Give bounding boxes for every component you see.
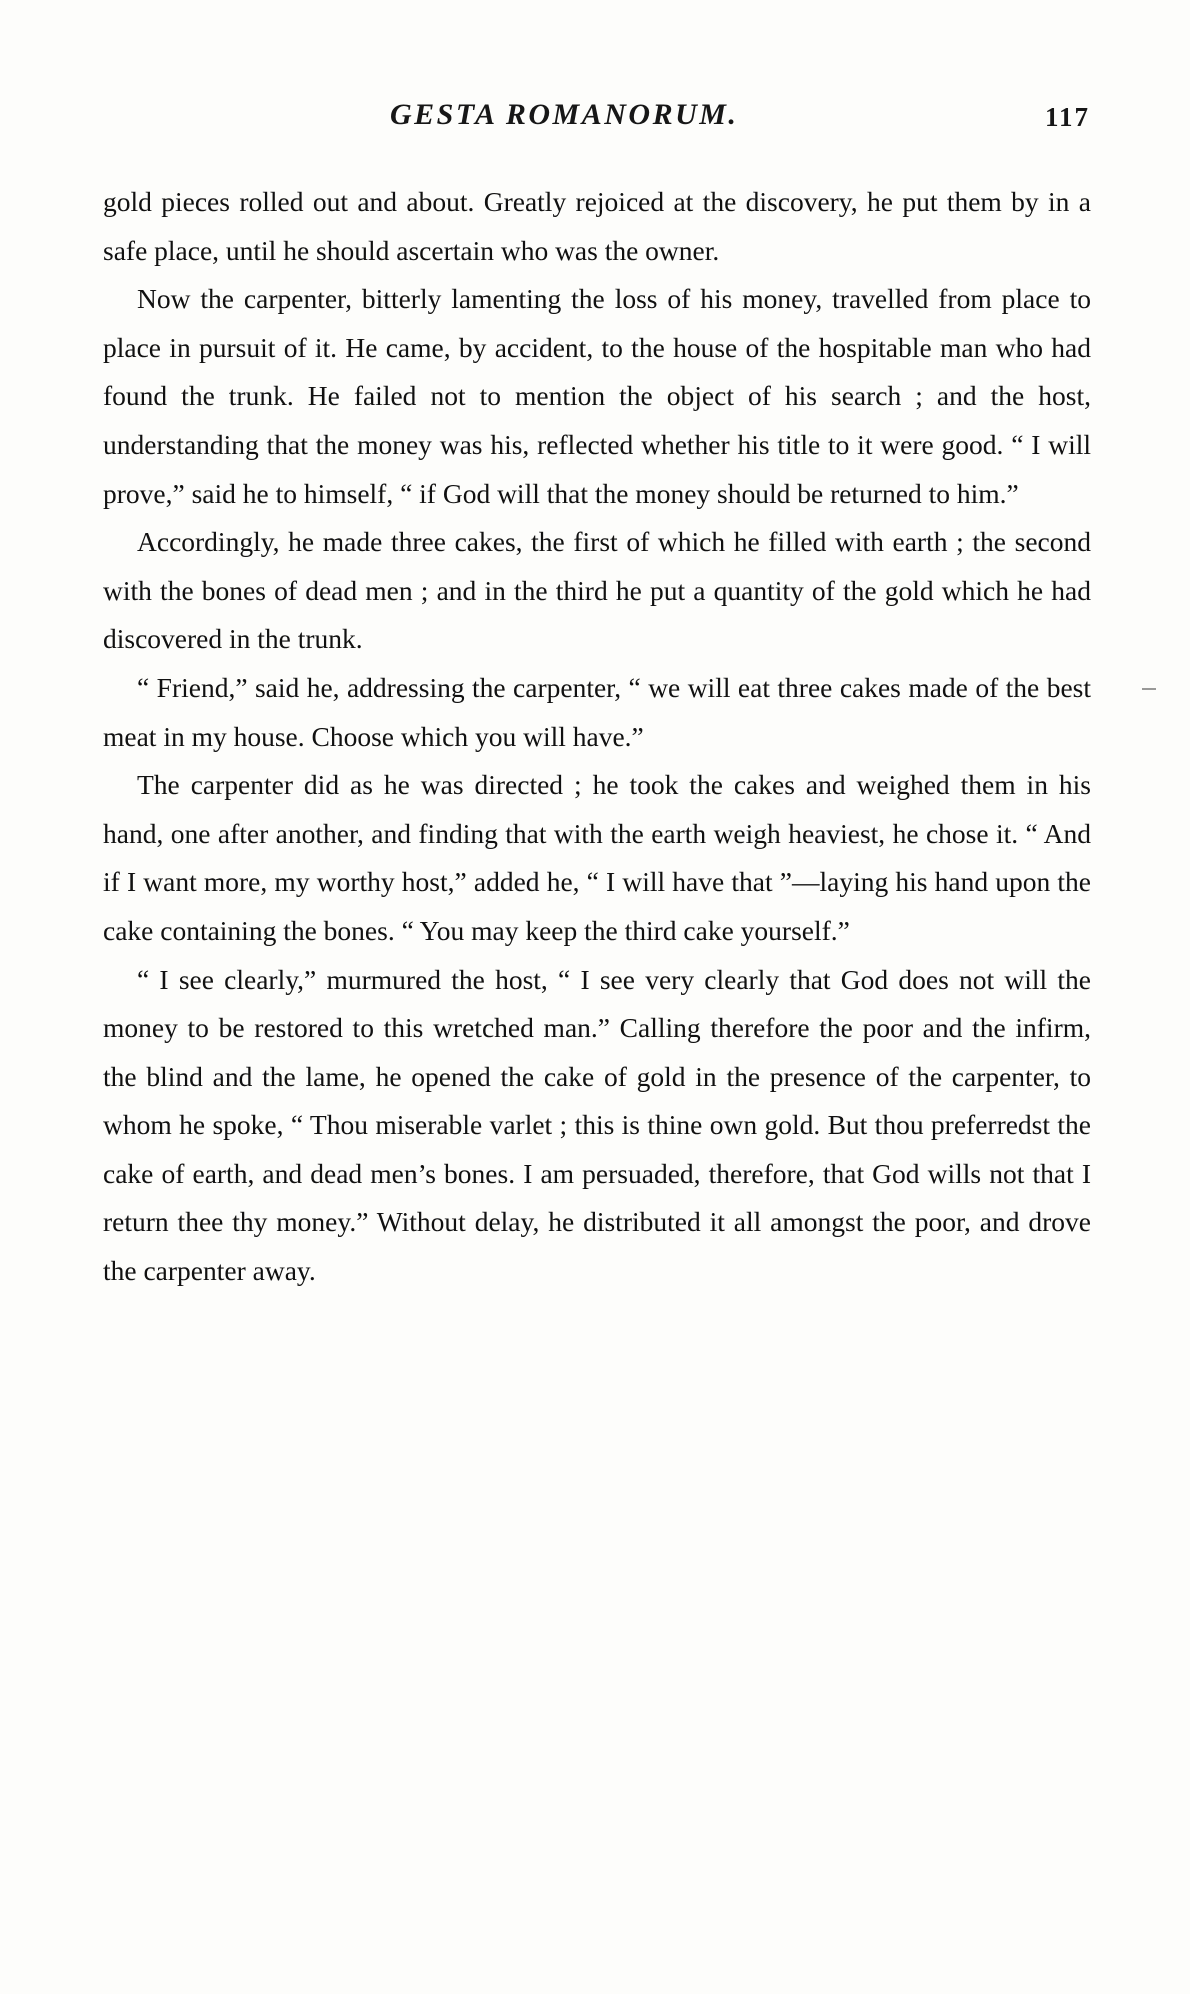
running-title: GESTA ROMANORUM. [390, 98, 739, 131]
page-body [103, 178, 1091, 1296]
page-number: 117 [1044, 102, 1090, 132]
paragraph: “ Friend,” said he, addressing the carpenter, “ we will eat three cakes made of the best meat in my house. Choose which you will have.” [103, 671, 1091, 752]
paragraph: Accordingly, he made three cakes, the first of which he filled with earth ; the second with the bones of dead men ; and in the third he put a quantity of the gold which he had discovered in the trunk. [103, 526, 1091, 655]
paragraph: The carpenter did as he was directed ; he took the cakes and weighed them in his hand, one after another, and finding that with the earth weigh heaviest, he chose it. “ And if I want more, my worthy host,” added he, “ I will have that ”—laying his hand upon the cake containing the bones. “ You may keep the third cake yourself.” [103, 769, 1091, 946]
page-header [100, 98, 1090, 138]
paragraph: gold pieces rolled out and about. Greatly rejoiced at the discovery, he put them by in a safe place, until he should ascertain who was the owner. [103, 186, 1091, 266]
paragraph: Now the carpenter, bitterly lamenting the loss of his money, travelled from place to place in pursuit of it. He came, by accident, to the house of the hospitable man who had found the trunk. He failed not to mention the object of his search ; and the host, understanding that the money was his, reflected whether his title to it were good. “ I will prove,” said he to himself, “ if God will that the money should be returned to him.” [103, 283, 1091, 509]
page-stray-mark [1142, 688, 1156, 690]
paragraph: “ I see clearly,” murmured the host, “ I see very clearly that God does not will the money to be restored to this wretched man.” Calling therefore the poor and the infirm, the blind and the lame, he opened the cake of gold in the presence of the carpenter, to whom he spoke, “ Thou miserable varlet ; this is thine own gold. But thou preferredst the cake of earth, and dead men’s bones. I am persuaded, therefore, that God wills not that I return thee thy money.” Without delay, he distributed it all amongst the poor, and drove the carpenter away. [103, 963, 1091, 1287]
